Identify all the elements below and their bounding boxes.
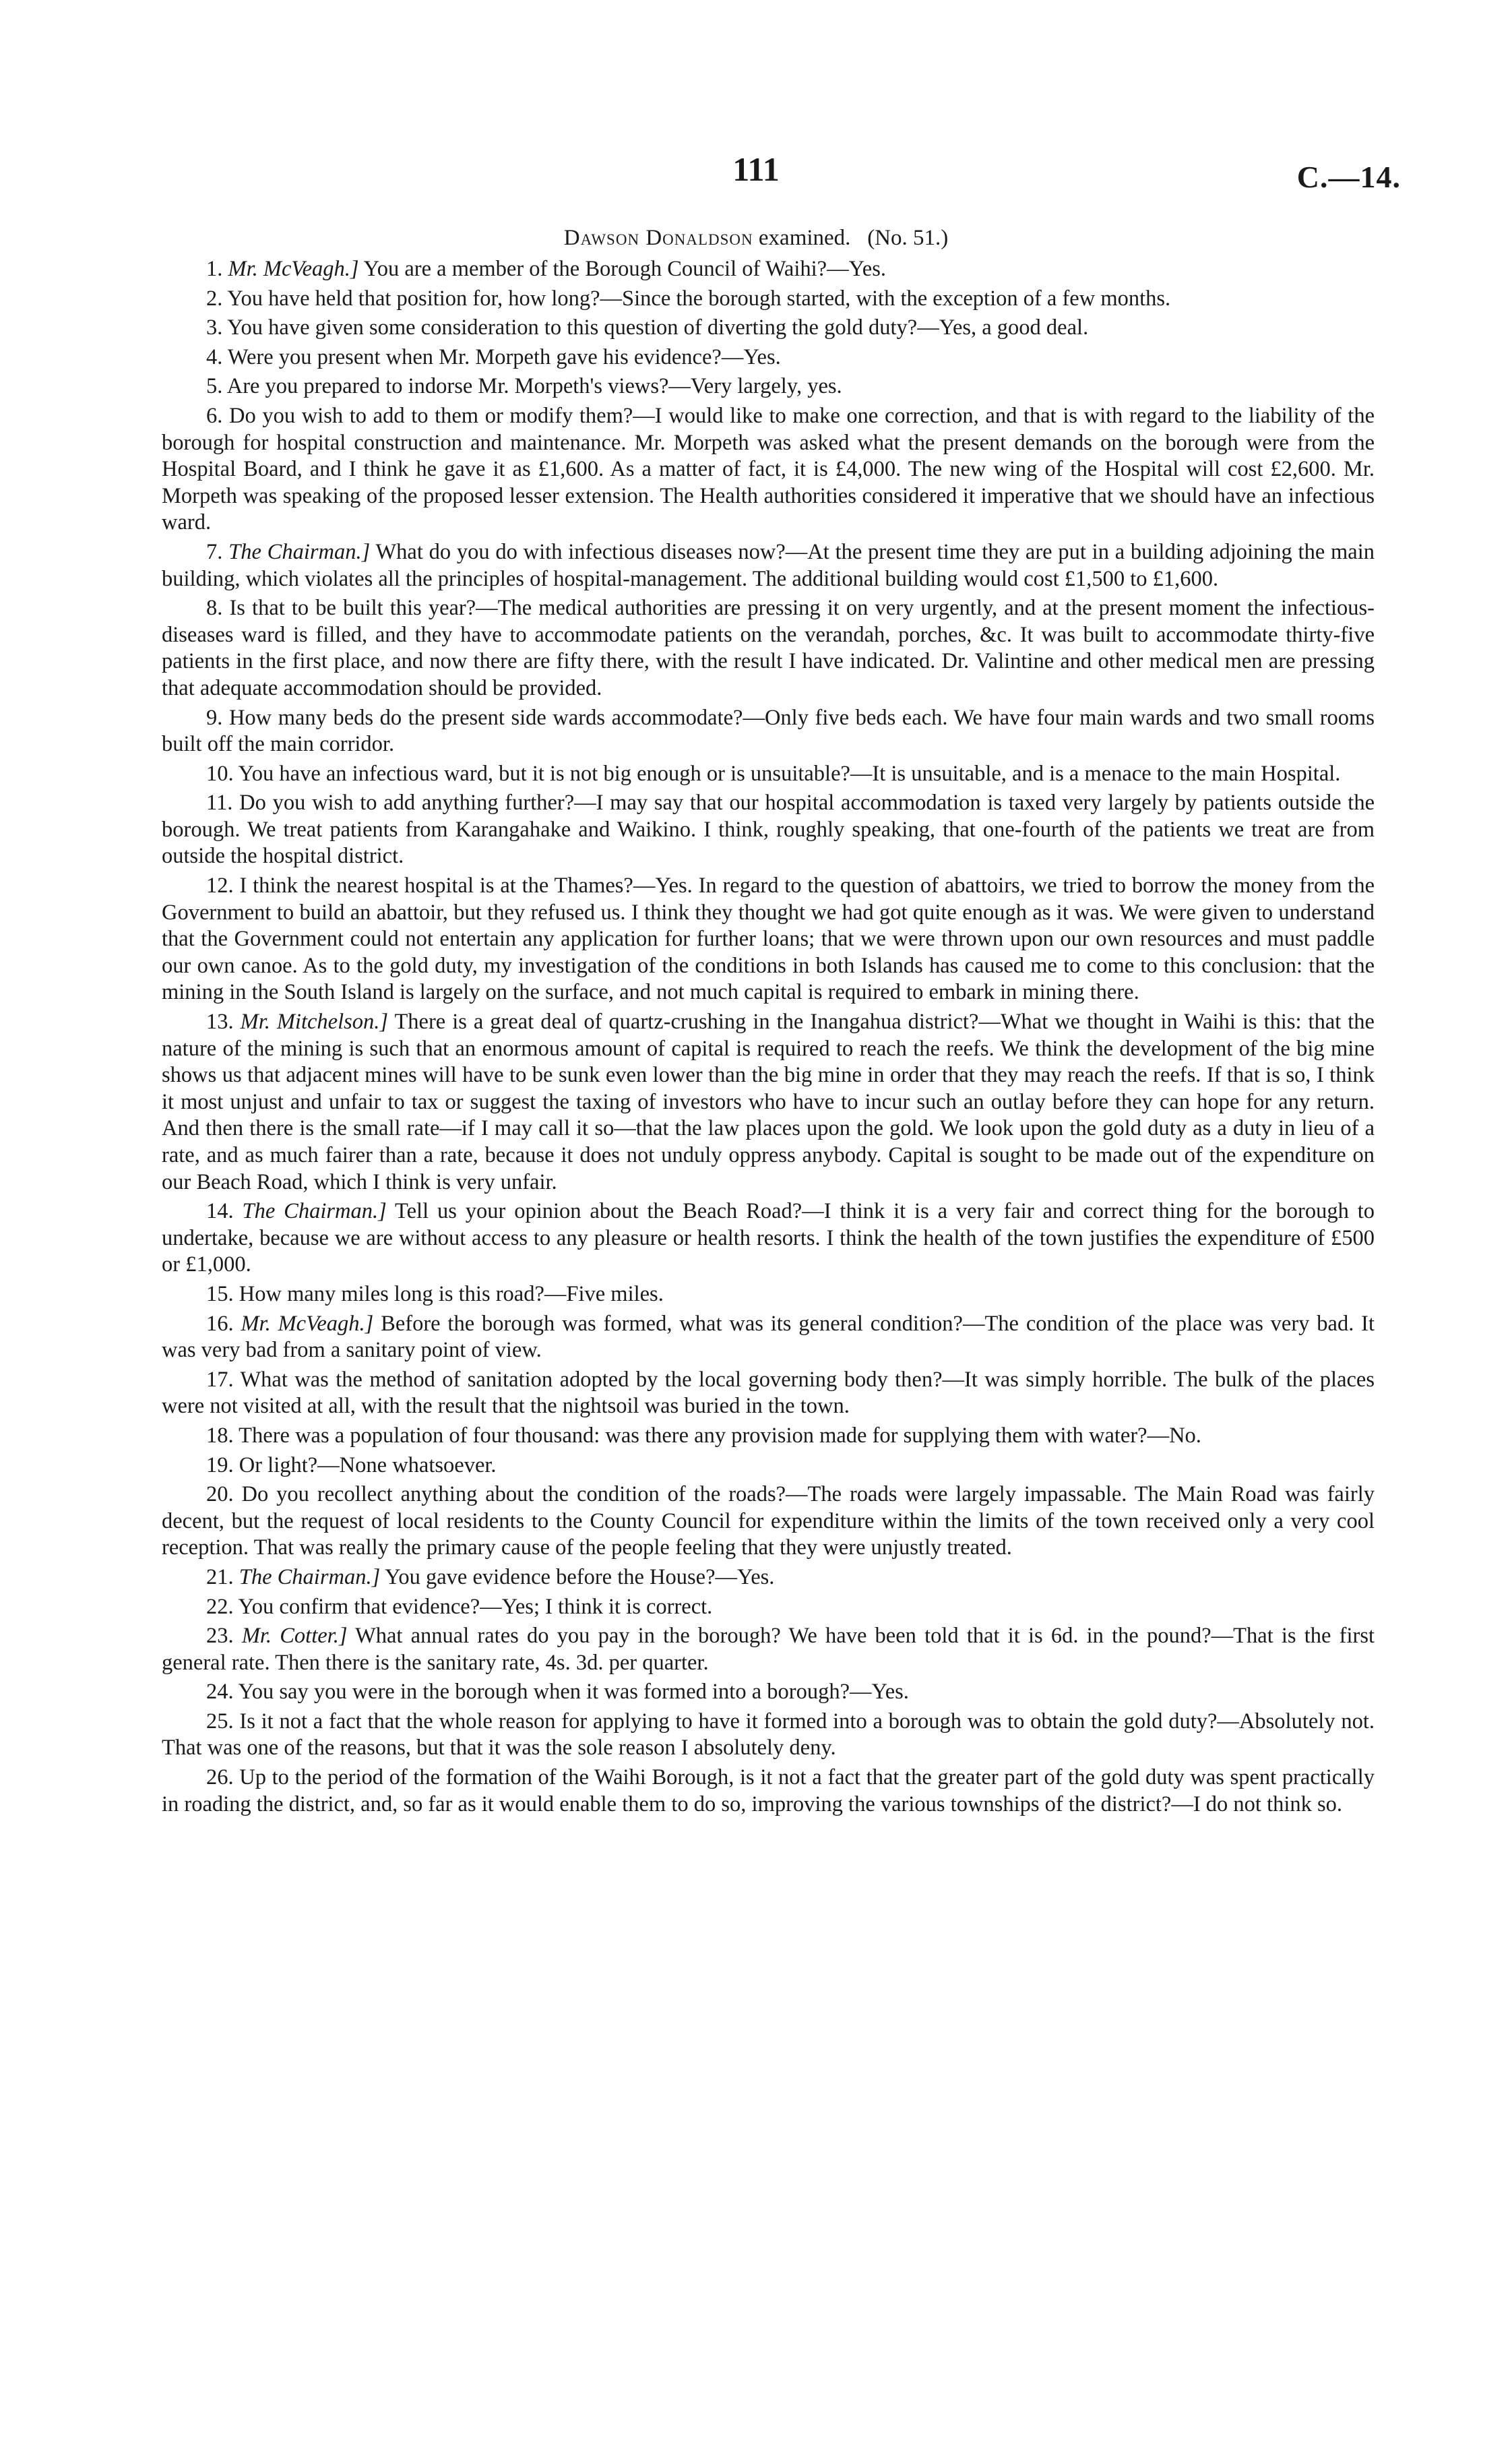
question-number: 8. — [206, 596, 223, 621]
question-paragraph — [162, 1679, 1375, 1706]
question-text: Do you recollect anything about the condition of the roads?—The roads were largely impassable. The Main Road was fairly decent, but the request of local residents to the County Council for expenditure within the limits of the town received only a very cool reception. That was really the primary cause of the people feeling that they were unjustly treated. — [162, 1482, 1375, 1560]
question-paragraph — [162, 403, 1375, 537]
question-paragraph — [162, 539, 1375, 592]
question-number: 5. — [206, 374, 223, 399]
question-text: I think the nearest hospital is at the Thames?—Yes. In regard to the question of abattoirs, we tried to borrow the money from the Government to build an abattoir, but they refused us. I think they thought we had got quite enough as it was. We were given to understand that the Government could not entertain any application for further loans; that we were thrown upon our own resources and must paddle our own canoe. As to the gold duty, my investigation of the conditions in both Islands has caused me to come to this conclusion: that the mining in the South Island is largely on the surface, and not much capital is required to embark in mining there. — [162, 873, 1375, 1005]
question-paragraph — [162, 1481, 1375, 1562]
question-paragraph — [162, 873, 1375, 1006]
question-text: How many miles long is this road?—Five miles. — [239, 1281, 664, 1306]
question-paragraph — [162, 705, 1375, 758]
speaker-name: Mr. Mitchelson.] — [240, 1010, 389, 1035]
question-paragraph — [162, 790, 1375, 870]
question-number: 23. — [206, 1624, 234, 1649]
question-text: Is it not a fact that the whole reason for applying to have it formed into a borough was to obtain the gold duty?—Absolutely not. That was one of the reasons, but that it was the sole reason I absolutely deny. — [162, 1709, 1375, 1760]
witness-name: Dawson Donaldson — [563, 226, 753, 250]
question-paragraph — [162, 1281, 1375, 1308]
question-number: 18. — [206, 1423, 234, 1448]
question-text: You have held that position for, how long?—Since the borough started, with the exception of a few months. — [227, 286, 1171, 311]
question-text: There was a population of four thousand: was there any provision made for supplying them with water?—No. — [239, 1423, 1201, 1448]
question-number: 11. — [206, 791, 233, 816]
question-number: 19. — [206, 1452, 234, 1477]
question-text: How many beds do the present side wards accommodate?—Only five beds each. We have four main wards and two small rooms built off the main corridor. — [162, 705, 1375, 757]
question-paragraph — [162, 1423, 1375, 1450]
question-number: 4. — [206, 344, 223, 369]
question-paragraph — [162, 595, 1375, 702]
witness-number: (No. 51.) — [867, 226, 949, 250]
question-text: Tell us your opinion about the Beach Road?—I think it is a very fair and correct thing for the borough to undertake, because we are without access to any pleasure or health resorts. I think the health of the town justifies the expenditure of £500 or £1,000. — [162, 1199, 1375, 1277]
speaker-name: The Chairman.] — [242, 1199, 387, 1224]
speaker-name: Mr. McVeagh.] — [241, 1311, 374, 1336]
question-text: You gave evidence before the House?—Yes. — [385, 1564, 775, 1589]
question-number: 20. — [206, 1482, 234, 1507]
section-heading — [0, 226, 1512, 251]
question-number: 13. — [206, 1010, 234, 1035]
question-paragraph — [162, 315, 1375, 342]
speaker-name: The Chairman.] — [239, 1564, 381, 1589]
question-text: You say you were in the borough when it was formed into a borough?—Yes. — [238, 1680, 909, 1705]
question-paragraph — [162, 1452, 1375, 1479]
question-text: Up to the period of the formation of the Waihi Borough, is it not a fact that the greater part of the gold duty was spent practically in roading the district, and, so far as it would enable them to do so, improving the various townships of the district?—I do not think so. — [162, 1765, 1375, 1816]
question-paragraph — [162, 344, 1375, 371]
question-number: 16. — [206, 1311, 234, 1336]
question-text: What was the method of sanitation adopted by the local governing body then?—It was simply horrible. The bulk of the places were not visited at all, with the result that the nightsoil was buried in the town. — [162, 1367, 1375, 1419]
question-paragraph — [162, 286, 1375, 313]
question-paragraph — [162, 1623, 1375, 1676]
page-number: 111 — [732, 150, 780, 188]
question-number: 26. — [206, 1765, 234, 1790]
question-number: 21. — [206, 1564, 234, 1589]
question-text: You have given some consideration to this question of diverting the gold duty?—Yes, a good deal. — [227, 315, 1089, 340]
speaker-name: Mr. Cotter.] — [241, 1624, 348, 1649]
question-number: 14. — [206, 1199, 234, 1224]
question-number: 24. — [206, 1680, 234, 1705]
speaker-name: Mr. McVeagh.] — [228, 257, 359, 281]
question-paragraph — [162, 373, 1375, 400]
question-text: You confirm that evidence?—Yes; I think it is correct. — [238, 1594, 713, 1619]
question-text: Were you present when Mr. Morpeth gave his evidence?—Yes. — [227, 344, 781, 369]
document-reference: C.—14. — [1296, 160, 1401, 194]
question-text: You are a member of the Borough Council of Waihi?—Yes. — [363, 257, 886, 281]
question-number: 3. — [206, 315, 223, 340]
question-text: What do you do with infectious diseases now?—At the present time they are put in a building adjoining the main building, which violates all the principles of hospital-management. The additional building would cost £1,500 to £1,600. — [162, 539, 1375, 591]
question-number: 9. — [206, 705, 223, 730]
question-paragraph — [162, 1009, 1375, 1196]
question-text: Or light?—None whatsoever. — [239, 1452, 497, 1477]
question-text: Do you wish to add anything further?—I may say that our hospital accommodation is taxed very largely by patients outside the borough. We treat patients from Karangahake and Waikino. I think, roughly speaking, that one-fourth of the patients we treat are from outside the hospital district. — [162, 791, 1375, 869]
question-paragraph — [162, 256, 1375, 283]
question-paragraph — [162, 1564, 1375, 1591]
question-text: You have an infectious ward, but it is not big enough or is unsuitable?—It is unsuitable, and is a menace to the main Hospital. — [238, 761, 1341, 786]
question-number: 6. — [206, 403, 223, 428]
speaker-name: The Chairman.] — [228, 539, 371, 564]
question-paragraph — [162, 1594, 1375, 1621]
question-text: Before the borough was formed, what was its general condition?—The condition of the place was very bad. It was very bad from a sanitary point of view. — [162, 1311, 1375, 1363]
question-number: 25. — [206, 1709, 234, 1734]
question-number: 22. — [206, 1594, 234, 1619]
question-number: 7. — [206, 539, 223, 564]
examination-text — [162, 256, 1375, 1820]
question-number: 17. — [206, 1367, 234, 1392]
question-text: Is that to be built this year?—The medical authorities are pressing it on very urgently, and at the present moment the infectious-diseases ward is filled, and they have to accommodate patients on the verandah, porches, &c. It was built to accommodate thirty-five patients in the first place, and now there are fifty there, with the result I have indicated. Dr. Valintine and other medical men are pressing that adequate accommodation should be provided. — [162, 596, 1375, 700]
question-number: 15. — [206, 1281, 234, 1306]
question-paragraph — [162, 761, 1375, 788]
examined-label: examined. — [758, 226, 851, 250]
question-paragraph — [162, 1765, 1375, 1818]
question-paragraph — [162, 1367, 1375, 1420]
question-number: 12. — [206, 873, 234, 898]
question-paragraph — [162, 1311, 1375, 1364]
question-number: 1. — [206, 257, 223, 281]
question-paragraph — [162, 1198, 1375, 1279]
question-text: What annual rates do you pay in the borough? We have been told that it is 6d. in the pound?—That is the first general rate. Then there is the sanitary rate, 4s. 3d. per quarter. — [162, 1624, 1375, 1675]
question-text: There is a great deal of quartz-crushing in the Inangahua district?—What we thought in Waihi is this: that the nature of the mining is such that an enormous amount of capital is required to reach the reefs. We think the development of the big mine shows us that adjacent mines will have to be sunk even lower than the big mine in order that they may reach the reefs. If that is so, I think it most unjust and unfair to tax or suggest the taxing of investors who have to incur such an outlay before they can hope for any return. And then there is the small rate—if I may call it so—that the law places upon the gold. We look upon the gold duty as a duty in lieu of a rate, and as much fairer than a rate, because it does not unduly oppress anybody. Capital is sought to be made out of the expenditure on our Beach Road, which I think is very unfair. — [162, 1010, 1375, 1194]
question-number: 10. — [206, 761, 234, 786]
question-number: 2. — [206, 286, 223, 311]
question-paragraph — [162, 1709, 1375, 1762]
question-text: Are you prepared to indorse Mr. Morpeth's views?—Very largely, yes. — [226, 374, 842, 399]
question-text: Do you wish to add to them or modify them?—I would like to make one correction, and that is with regard to the liability of the borough for hospital construction and maintenance. Mr. Morpeth was asked what the present demands on the borough were from the Hospital Board, and I think he gave it as £1,600. As a matter of fact, it is £4,000. The new wing of the Hospital will cost £2,600. Mr. Morpeth was speaking of the proposed lesser extension. The Health authorities considered it imperative that we should have an infectious ward. — [162, 403, 1375, 535]
